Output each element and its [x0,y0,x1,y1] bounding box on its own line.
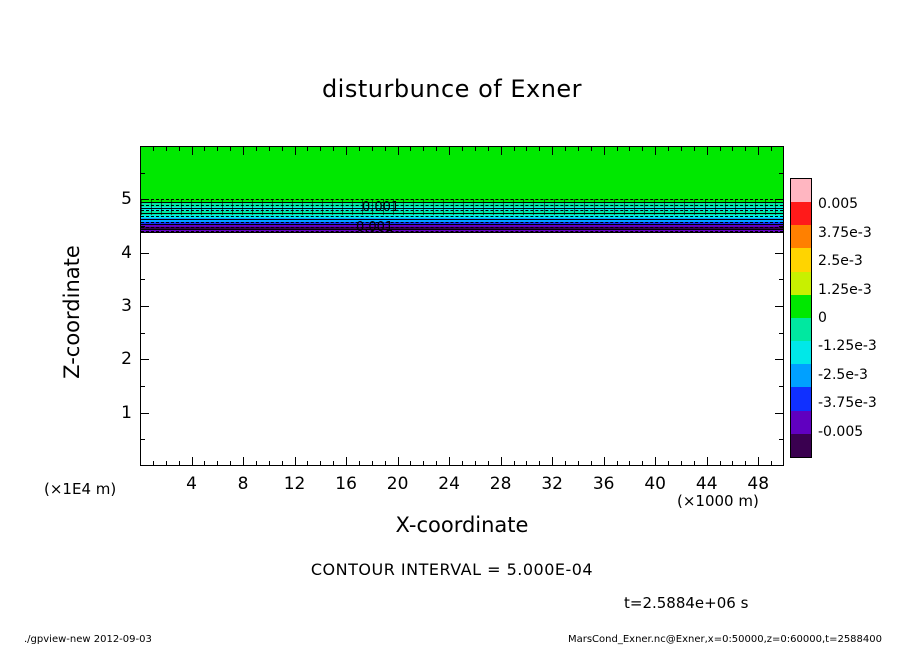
colorbar-cell [791,248,811,271]
colorbar-cell [791,434,811,457]
contour-hatch [584,199,585,215]
colorbar-tick-label: -0.005 [818,423,864,440]
x-tick [346,146,347,155]
x-tick [449,146,450,155]
colorbar-tick-label: 0.005 [818,196,859,213]
x-tick [501,457,502,466]
y-tick [779,333,784,334]
x-tick [642,461,643,466]
contour-hatch [705,199,706,215]
colorbar-cell [791,341,811,364]
x-tick [629,461,630,466]
contour-hatch [755,199,756,215]
x-tick [307,461,308,466]
x-tick [565,461,566,466]
contour-hatch [674,199,675,215]
x-tick [462,146,463,151]
x-tick-label: 44 [695,474,718,494]
x-tick [269,461,270,466]
contour-hatch [453,199,454,215]
contour-hatch [664,199,665,215]
x-tick-label: 36 [592,474,615,494]
contour-hatch [493,199,494,215]
contour-hatch [735,199,736,215]
contour-line [141,202,783,203]
x-tick [745,146,746,151]
dashed-contour-line [141,227,783,228]
contour-hatch [151,199,152,215]
x-tick [204,461,205,466]
y-tick [779,386,784,387]
x-tick [514,461,515,466]
x-tick [707,457,708,466]
contour-hatch [332,199,333,215]
x-tick [514,146,515,151]
x-tick [192,146,193,155]
x-tick [410,461,411,466]
y-axis-unit: (×1E4 m) [44,480,117,498]
contour-hatch [292,199,293,215]
contour-hatch [302,199,303,215]
contour-hatch [312,199,313,215]
x-tick [372,461,373,466]
inline-contour-label: 0.001 [356,220,394,235]
contour-line [141,213,783,214]
contour-line [141,219,783,220]
colorbar-tick-label: 0 [818,310,827,326]
contour-hatch [483,199,484,215]
colorbar-cell [791,318,811,341]
y-tick [775,253,784,254]
x-tick [501,146,502,155]
contour-hatch [644,199,645,215]
contour-line [141,232,783,233]
y-tick [140,253,149,254]
x-tick [604,146,605,155]
y-tick [775,306,784,307]
contour-hatch [342,199,343,215]
x-tick-label: 28 [489,474,512,494]
colorbar-cell [791,295,811,318]
contour-hatch [352,199,353,215]
x-tick [488,146,489,151]
colorbar-tick-label: 1.25e-3 [818,281,872,298]
y-tick [779,279,784,280]
x-tick [591,146,592,151]
x-tick [475,146,476,151]
contour-hatch [503,199,504,215]
page-title: disturbunce of Exner [321,75,583,103]
x-tick [539,461,540,466]
x-tick [552,457,553,466]
x-tick [526,146,527,151]
contour-hatch [211,199,212,215]
contour-hatch [463,199,464,215]
x-tick [578,146,579,151]
x-tick [436,461,437,466]
y-tick [140,199,149,200]
colorbar-cell [791,272,811,295]
x-tick [591,461,592,466]
dashed-contour-line [141,205,783,206]
x-tick [385,461,386,466]
x-tick [732,146,733,151]
contour-hatch [423,199,424,215]
contour-line [141,229,783,230]
contour-hatch [604,199,605,215]
y-tick-label: 4 [121,242,132,263]
contour-hatch [624,199,625,215]
x-tick [423,146,424,151]
x-tick [720,146,721,151]
contour-hatch [413,199,414,215]
dashed-contour-line [141,210,783,211]
contour-hatch [574,199,575,215]
x-tick [694,146,695,151]
contour-hatch [433,199,434,215]
x-tick [359,461,360,466]
x-tick [771,461,772,466]
x-tick-label: 4 [186,474,197,494]
x-tick [153,146,154,151]
x-tick [295,146,296,155]
x-tick [449,457,450,466]
contour-line [141,224,783,225]
contour-hatch [745,199,746,215]
x-tick [758,146,759,155]
x-tick [707,146,708,155]
x-tick [166,461,167,466]
x-tick [488,461,489,466]
x-tick [153,461,154,466]
contour-hatch [252,199,253,215]
y-tick [779,226,784,227]
contour-hatch [272,199,273,215]
x-tick [192,457,193,466]
x-tick [243,457,244,466]
contour-hatch [634,199,635,215]
x-tick [578,461,579,466]
footer-right-text: MarsCond_Exner.nc@Exner,x=0:50000,z=0:60000,t=2588400 [567,634,882,645]
x-tick [604,457,605,466]
contour-hatch [191,199,192,215]
colorbar-tick-label: -2.5e-3 [818,366,868,383]
colorbar-cell [791,225,811,248]
contour-hatch [765,199,766,215]
x-tick [320,146,321,151]
x-tick [230,461,231,466]
x-tick [655,457,656,466]
time-label: t=2.5884e+06 s [624,594,749,612]
x-tick [282,146,283,151]
contour-hatch [161,199,162,215]
x-tick-label: 12 [283,474,306,494]
y-tick [775,199,784,200]
colorbar [790,178,812,458]
x-tick [217,461,218,466]
x-tick [732,461,733,466]
x-tick [694,461,695,466]
y-tick [775,413,784,414]
x-tick [681,461,682,466]
colorbar-tick-label: 2.5e-3 [818,253,863,270]
x-tick [346,457,347,466]
contour-hatch [171,199,172,215]
contour-hatch [181,199,182,215]
colorbar-cell [791,411,811,434]
contour-hatch [513,199,514,215]
contour-hatch [403,199,404,215]
colorbar-cell [791,364,811,387]
x-tick [526,461,527,466]
contour-hatch [725,199,726,215]
y-tick [140,413,149,414]
colorbar-cell [791,387,811,410]
dashed-contour-line [141,216,783,217]
x-tick [243,146,244,155]
x-tick [745,461,746,466]
colorbar-cell [791,179,811,202]
y-tick-label: 5 [121,189,132,210]
x-tick [269,146,270,151]
x-tick [398,146,399,155]
x-tick [758,457,759,466]
x-tick [333,146,334,151]
x-tick [307,146,308,151]
contour-hatch [533,199,534,215]
contour-hatch [141,199,142,215]
colorbar-tick-label: 3.75e-3 [818,224,872,241]
x-tick [539,146,540,151]
x-tick [256,146,257,151]
y-tick [140,386,145,387]
x-tick [629,146,630,151]
x-tick [230,146,231,151]
y-tick [140,306,149,307]
contour-hatch [694,199,695,215]
x-tick [436,146,437,151]
y-tick [140,226,145,227]
contour-hatch [473,199,474,215]
x-tick [720,461,721,466]
x-tick [423,461,424,466]
colorbar-cell [791,202,811,225]
x-tick [179,461,180,466]
contour-hatch [262,199,263,215]
x-tick [282,461,283,466]
y-axis-title: Z-coordinate [60,245,84,379]
contour-hatch [564,199,565,215]
colorbar-tick-label: -3.75e-3 [818,395,877,412]
x-tick [359,146,360,151]
y-tick [140,173,145,174]
dashed-contour-line [141,199,783,200]
contour-hatch [775,199,776,215]
x-tick [565,146,566,151]
x-tick [217,146,218,151]
plot-area [140,146,784,466]
x-tick [771,146,772,151]
contour-hatch [554,199,555,215]
contour-hatch [201,199,202,215]
x-axis-unit: (×1000 m) [677,492,759,510]
x-tick-label: 48 [747,474,770,494]
y-tick-label: 3 [121,296,132,316]
x-tick [372,146,373,151]
x-tick [179,146,180,151]
contour-hatch [232,199,233,215]
x-tick [668,146,669,151]
y-tick [140,279,145,280]
contour-hatch [322,199,323,215]
x-tick-label: 16 [335,474,357,494]
y-tick-label: 1 [121,402,132,423]
contour-hatch [523,199,524,215]
contour-hatch [544,199,545,215]
x-tick [333,461,334,466]
x-tick [617,461,618,466]
y-tick [140,439,145,440]
contour-line [141,208,783,209]
contour-hatch [282,199,283,215]
x-tick [320,461,321,466]
contour-hatch [614,199,615,215]
x-tick [668,461,669,466]
inline-contour-label: 0.001 [362,200,400,215]
contour-hatch [654,199,655,215]
y-tick [140,333,145,334]
x-axis-title: X-coordinate [395,513,529,537]
x-tick [475,461,476,466]
x-tick [166,146,167,151]
contour-hatch [715,199,716,215]
x-tick [398,457,399,466]
x-tick [204,146,205,151]
x-tick-label: 20 [386,474,409,494]
x-tick [462,461,463,466]
contour-hatch [222,199,223,215]
x-tick-label: 24 [438,474,460,494]
x-tick [655,146,656,155]
y-tick [779,439,784,440]
contour-hatch [594,199,595,215]
x-tick [256,461,257,466]
contour-hatch [443,199,444,215]
x-tick-label: 32 [541,474,563,494]
contour-hatch [684,199,685,215]
x-tick [410,146,411,151]
footer-left-text: ./gpview-new 2012-09-03 [24,634,152,645]
x-tick [552,146,553,155]
y-tick [779,173,784,174]
contour-hatch [242,199,243,215]
colorbar-tick-label: -1.25e-3 [818,338,877,355]
y-tick-label: 2 [121,349,132,370]
x-tick [642,146,643,151]
dashed-contour-line [141,222,783,223]
x-tick [385,146,386,151]
x-tick [681,146,682,151]
x-tick [295,457,296,466]
x-tick-label: 40 [644,474,666,494]
x-tick-label: 8 [237,474,249,494]
contour-band [141,147,783,198]
y-tick [140,359,149,360]
contour-interval-label: CONTOUR INTERVAL = 5.000E-04 [310,560,594,579]
y-tick [775,359,784,360]
x-tick [617,146,618,151]
